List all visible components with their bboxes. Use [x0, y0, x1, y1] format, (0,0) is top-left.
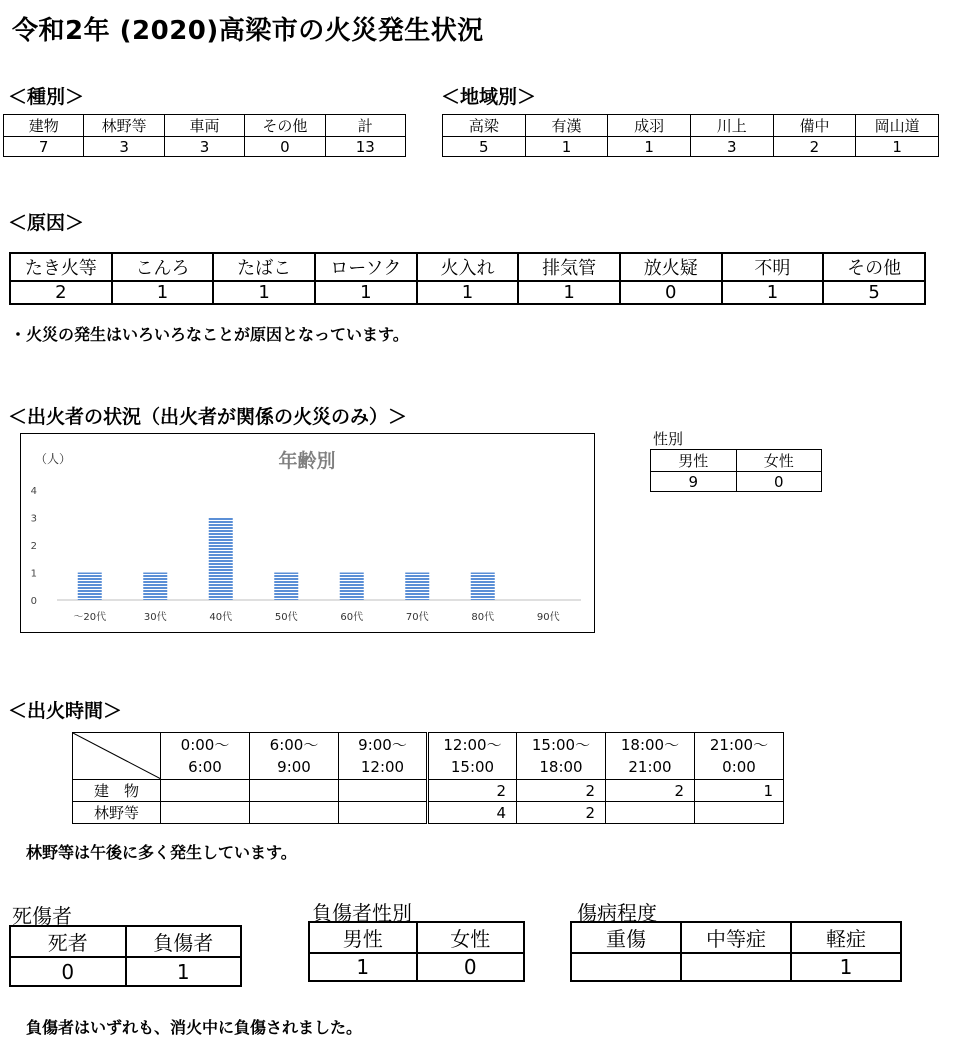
y-tick-label: 3: [30, 513, 37, 525]
final-note: 負傷者はいずれも、消火中に負傷されました。: [26, 1018, 363, 1037]
header-cell: 成羽: [608, 115, 691, 137]
value-cell: 1: [791, 953, 901, 981]
shubetsu-heading: ＜種別＞: [8, 86, 85, 108]
bar: [340, 573, 364, 601]
value-cell: 3: [164, 137, 244, 157]
header-cell: 林野等: [84, 115, 164, 137]
chiiki-table: [442, 114, 939, 157]
header-cell: 女性: [417, 922, 525, 953]
header-cell: 不明: [722, 253, 824, 281]
bar: [209, 518, 233, 601]
value-cell: 2: [517, 802, 606, 824]
value-cell: 1: [518, 281, 620, 304]
shubetsu-table: [3, 114, 406, 157]
y-tick-label: 0: [30, 596, 37, 607]
time-slot-header: 9:00～ 12:00: [339, 733, 428, 780]
shobyo-table: [570, 921, 902, 982]
value-cell: 1: [856, 137, 939, 157]
header-cell: 軽症: [791, 922, 901, 953]
shishosha-table: [9, 925, 242, 987]
value-cell: 2: [606, 780, 695, 802]
value-cell: 1: [309, 953, 417, 981]
header-cell: こんろ: [112, 253, 214, 281]
fushosha-seibetsu-table: [308, 921, 525, 982]
value-cell: 1: [417, 281, 519, 304]
time-slot-header: 0:00～ 6:00: [161, 733, 250, 780]
jikan-heading: ＜出火時間＞: [8, 700, 123, 722]
header-cell: 男性: [651, 450, 737, 472]
value-cell: [161, 780, 250, 802]
header-cell: 有漢: [525, 115, 608, 137]
value-cell: 0: [736, 472, 822, 492]
header-cell: 負傷者: [126, 926, 242, 957]
value-cell: [606, 802, 695, 824]
row-label: 林野等: [73, 802, 161, 824]
fushosha-seibetsu-label: 負傷者性別: [312, 901, 412, 925]
diagonal-header-cell: [73, 733, 161, 780]
value-cell: 1: [608, 137, 691, 157]
chart-unit-label: （人）: [35, 452, 72, 466]
shobyo-label: 傷病程度: [577, 901, 657, 925]
time-slot-header: 15:00～ 18:00: [517, 733, 606, 780]
chart-title: 年齢別: [278, 450, 336, 472]
value-cell: 1: [525, 137, 608, 157]
value-cell: 1: [126, 957, 242, 986]
header-cell: 女性: [736, 450, 822, 472]
header-cell: ローソク: [315, 253, 417, 281]
header-cell: 岡山道: [856, 115, 939, 137]
header-cell: 計: [325, 115, 405, 137]
value-cell: 2: [517, 780, 606, 802]
value-cell: 1: [695, 780, 784, 802]
bar: [143, 573, 167, 601]
x-tick-label: 70代: [405, 612, 429, 623]
value-cell: [161, 802, 250, 824]
value-cell: 3: [690, 137, 773, 157]
x-tick-label: 30代: [143, 612, 167, 623]
value-cell: [339, 780, 428, 802]
chiiki-heading: ＜地域別＞: [441, 86, 537, 108]
time-slot-header: 12:00～ 15:00: [428, 733, 517, 780]
value-cell: 1: [112, 281, 214, 304]
value-cell: 3: [84, 137, 164, 157]
seibetsu-table: [650, 449, 822, 492]
header-cell: 中等症: [681, 922, 791, 953]
time-slot-header: 21:00～ 0:00: [695, 733, 784, 780]
header-cell: 車両: [164, 115, 244, 137]
value-cell: 9: [651, 472, 737, 492]
genin-note: ・火災の発生はいろいろなことが原因となっています。: [10, 325, 409, 344]
y-tick-label: 4: [30, 486, 37, 497]
value-cell: [250, 802, 339, 824]
header-cell: 川上: [690, 115, 773, 137]
value-cell: 0: [620, 281, 722, 304]
value-cell: 2: [428, 780, 517, 802]
header-cell: その他: [245, 115, 325, 137]
value-cell: 1: [213, 281, 315, 304]
bar: [471, 573, 495, 601]
value-cell: [681, 953, 791, 981]
jikan-table: [72, 732, 784, 824]
header-cell: 男性: [309, 922, 417, 953]
x-tick-label: 60代: [340, 612, 364, 623]
value-cell: [695, 802, 784, 824]
bar: [405, 573, 429, 601]
header-cell: 建物: [4, 115, 84, 137]
header-cell: たき火等: [10, 253, 112, 281]
time-slot-header: 18:00～ 21:00: [606, 733, 695, 780]
header-cell: 備中: [773, 115, 856, 137]
shishosha-label: 死傷者: [12, 904, 72, 928]
y-tick-label: 1: [30, 568, 37, 580]
x-tick-label: 90代: [536, 612, 560, 623]
header-cell: 高梁: [443, 115, 526, 137]
value-cell: 0: [10, 957, 126, 986]
value-cell: [250, 780, 339, 802]
jikan-note: 林野等は午後に多く発生しています。: [26, 843, 297, 862]
value-cell: 7: [4, 137, 84, 157]
row-label: 建 物: [73, 780, 161, 802]
age-chart-svg: [21, 434, 594, 632]
x-tick-label: 50代: [274, 612, 298, 623]
diagonal-line: [73, 733, 161, 779]
header-cell: 火入れ: [417, 253, 519, 281]
header-cell: たばこ: [213, 253, 315, 281]
value-cell: 2: [10, 281, 112, 304]
seibetsu-label: 性別: [653, 430, 684, 448]
value-cell: 0: [245, 137, 325, 157]
value-cell: 5: [823, 281, 925, 304]
page-title: 令和2年 (2020)高梁市の火災発生状況: [12, 16, 484, 46]
header-cell: 放火疑: [620, 253, 722, 281]
bar: [274, 573, 298, 601]
value-cell: 5: [443, 137, 526, 157]
x-tick-label: ～20代: [73, 612, 107, 623]
genin-heading: ＜原因＞: [8, 212, 85, 234]
x-tick-label: 40代: [209, 612, 233, 623]
x-tick-label: 80代: [471, 612, 495, 623]
value-cell: 13: [325, 137, 405, 157]
value-cell: 0: [417, 953, 525, 981]
value-cell: 4: [428, 802, 517, 824]
header-cell: 死者: [10, 926, 126, 957]
shukkasha-heading: ＜出火者の状況（出火者が関係の火災のみ）＞: [8, 406, 408, 428]
value-cell: 1: [315, 281, 417, 304]
value-cell: [571, 953, 681, 981]
value-cell: 2: [773, 137, 856, 157]
genin-table: [9, 252, 926, 305]
bar: [78, 573, 102, 601]
value-cell: 1: [722, 281, 824, 304]
y-tick-label: 2: [30, 541, 37, 552]
header-cell: 排気管: [518, 253, 620, 281]
age-chart: [20, 433, 595, 633]
value-cell: [339, 802, 428, 824]
header-cell: その他: [823, 253, 925, 281]
time-slot-header: 6:00～ 9:00: [250, 733, 339, 780]
header-cell: 重傷: [571, 922, 681, 953]
